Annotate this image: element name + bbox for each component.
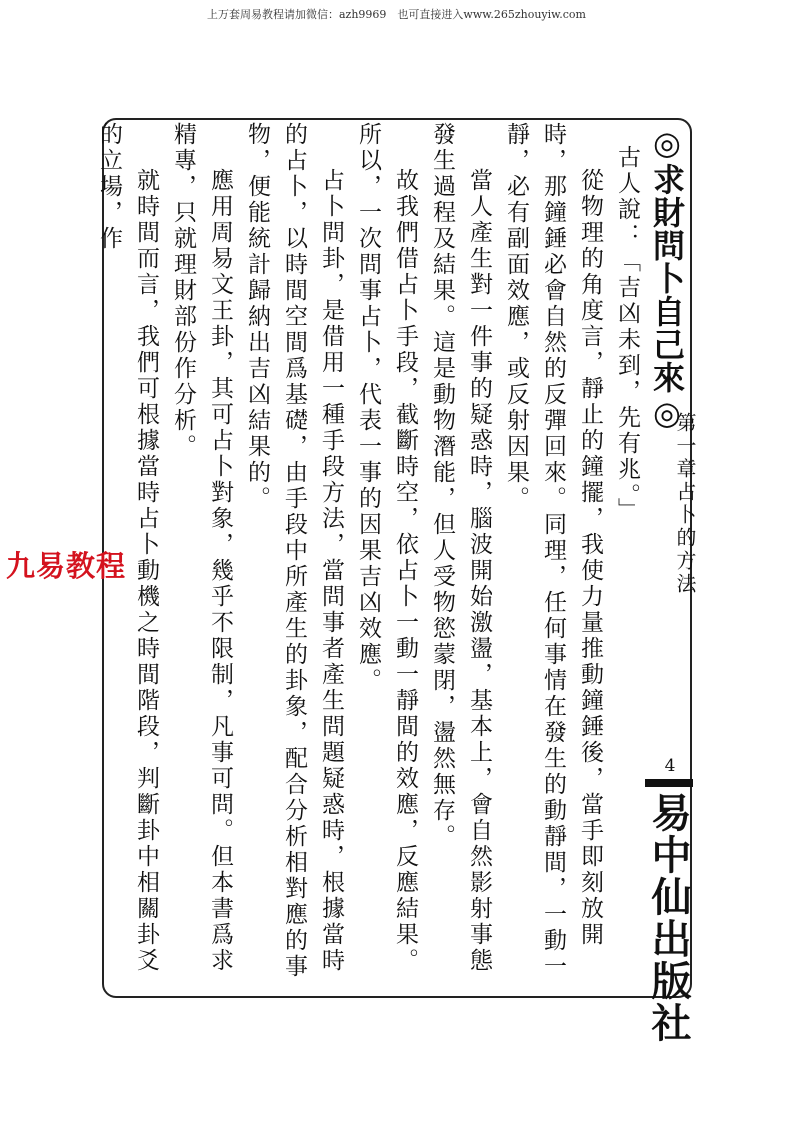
top-banner[interactable]: 上万套周易教程请加微信：azh9969 也可直接进入www.265zhouyiw.com	[206, 8, 586, 21]
book-title: ◎求財問卜自己來◎	[648, 124, 686, 433]
paragraph: 從物理的角度言，靜止的鐘擺，我使力量推動鐘錘後，當手即刻放開時，那鐘錘必會自然的反彈回來。同理，任何事情在發生的動靜間，一動一靜，必有副面效應，或反射因果。	[503, 122, 603, 980]
paragraph: 應用周易文王卦，其可占卜對象，幾乎不限制，凡事可問。但本書爲求精專，只就理財部份作分析。	[170, 122, 233, 974]
paragraph: 當人產生對一件事的疑惑時，腦波開始激盪，基本上，會自然影射事態發生過程及結果。這是動物潛能，但人受物慾蒙閉，盪然無存。	[429, 122, 492, 974]
chapter-title: 第一章占卜的方法	[673, 412, 697, 596]
divider-bar	[645, 779, 693, 787]
page-number: 4	[664, 756, 676, 776]
paragraph: 占卜問卦，是借用一種手段方法，當問事者產生問題疑惑時，根據當時的占卜，以時間空間爲基礎，由手段中所產生的卦象，配合分析相對應的事物，便能統計歸納出吉凶結果的。	[244, 122, 344, 980]
publisher-name: 易中仙出版社	[645, 792, 691, 1044]
paragraph: 故我們借占卜手段，截斷時空，依占卜一動一靜間的效應，反應結果。所以，一次問事占卜，代表一事的因果吉凶效應。	[355, 122, 418, 974]
body-text	[90, 122, 645, 990]
watermark: 九易教程	[6, 549, 127, 583]
paragraph: 就時間而言，我們可根據當時占卜動機之時間階段，判斷卦中相關卦爻的立場，作	[96, 122, 159, 974]
paragraph: 古人說：「吉凶未到，先有兆。」	[614, 145, 640, 524]
